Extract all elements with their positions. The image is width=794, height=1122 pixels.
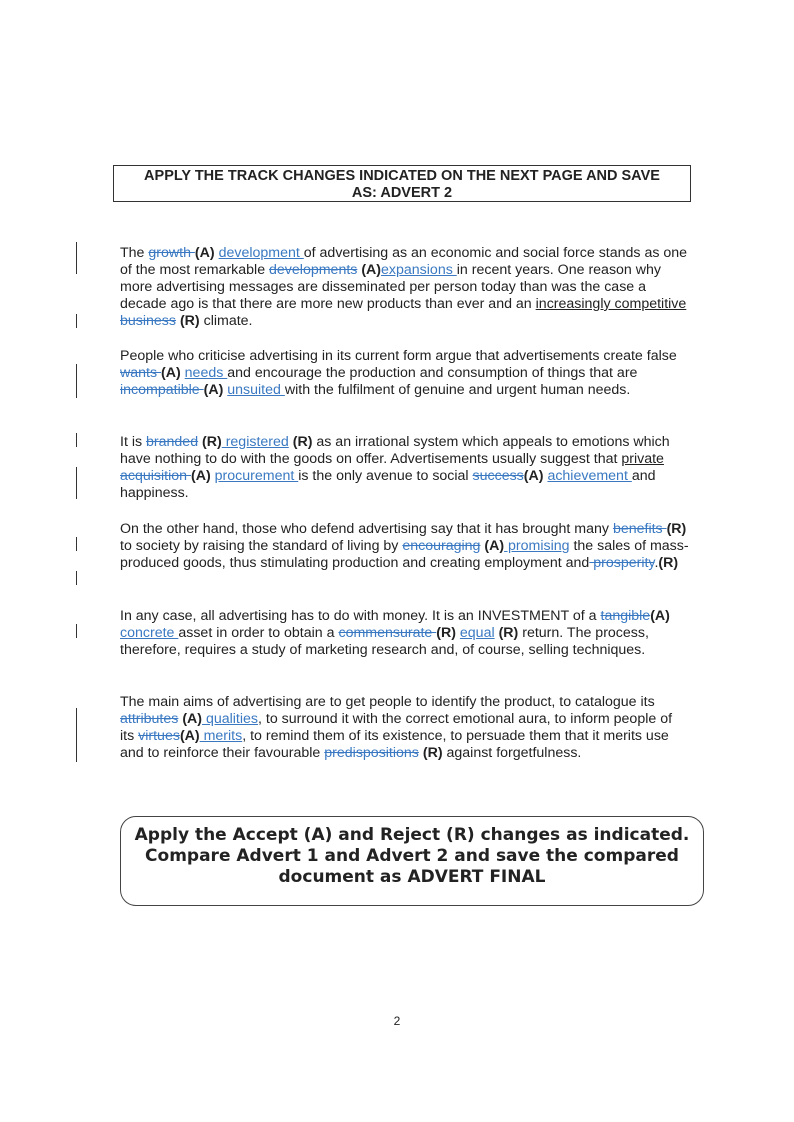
text-run: the sales of mass-produced goods, thus stimulating production and creating employment and [120, 538, 689, 571]
paragraph-2 [120, 348, 690, 399]
inserted-text: registered [221, 434, 289, 450]
text-run: and encourage the production and consumption of things that are [227, 365, 638, 381]
footer-line-3: document as ADVERT FINAL [278, 867, 546, 887]
text-run: and happiness. [120, 468, 656, 501]
paragraph-5 [120, 608, 690, 659]
text-run: (R) [202, 434, 222, 450]
text-run: In any case, all advertising has to do with money. It is an INVESTMENT of a [120, 608, 601, 624]
deleted-text: encouraging [402, 538, 481, 554]
text-run: (R) [179, 313, 200, 329]
text-run: (A) [523, 468, 544, 484]
text-run: (A) [361, 262, 382, 278]
inserted-text: development [218, 245, 304, 261]
text-run: (R) [666, 521, 687, 537]
deleted-text: incompatible [120, 382, 204, 398]
text-run: to society by raising the standard of living by [120, 538, 403, 554]
text-run: as an irrational system which appeals to emotions which have nothing to do with the goods on offer. Advertisements usually suggest that [120, 434, 670, 467]
paragraph-1 [120, 245, 690, 330]
text-run: (R) [422, 745, 443, 761]
text-run: (R) [292, 434, 313, 450]
change-bar [76, 364, 77, 398]
inserted-text: merits [199, 728, 243, 744]
text-run: (A) [203, 382, 224, 398]
underlined-text: increasingly competitive [535, 296, 687, 312]
deleted-text: developments [269, 262, 358, 278]
text-run: The [120, 245, 149, 261]
change-bar [76, 537, 77, 551]
change-bar [76, 467, 77, 499]
text-run: , to surround it with the correct emotional aura, to inform people of its [120, 711, 673, 744]
text-run: (R) [658, 555, 679, 571]
deleted-text: acquisition [120, 468, 191, 484]
text-run: (R) [498, 625, 519, 641]
text-run: against forgetfulness. [442, 745, 582, 761]
change-bar [76, 314, 77, 328]
text-run: (A) [179, 728, 200, 744]
inserted-text: equal [459, 625, 495, 641]
inserted-text: expansions [381, 262, 457, 278]
deleted-text: tangible [600, 608, 651, 624]
text-run: (A) [484, 538, 505, 554]
deleted-text: growth [148, 245, 195, 261]
change-bar [76, 624, 77, 638]
inserted-text: concrete [120, 625, 179, 641]
deleted-text: predispositions [324, 745, 419, 761]
text-run: People who criticise advertising in its current form argue that advertisements create false [120, 348, 677, 364]
paragraph-4 [120, 521, 690, 572]
deleted-text: branded [146, 434, 199, 450]
deleted-text: attributes [120, 711, 179, 727]
header-line-1: APPLY THE TRACK CHANGES INDICATED ON THE NEXT PAGE AND SAVE [144, 168, 660, 184]
text-run: It is [120, 434, 147, 450]
text-run: (A) [161, 365, 181, 381]
text-run: On the other hand, those who defend advertising say that it has brought many [120, 521, 613, 537]
change-bar [76, 433, 77, 447]
text-run: is the only avenue to social [298, 468, 473, 484]
deleted-text: prosperity [589, 555, 655, 571]
inserted-text: procurement [214, 468, 299, 484]
deleted-text: wants [120, 365, 162, 381]
text-run: (R) [436, 625, 456, 641]
inserted-text: promising [504, 538, 570, 554]
text-run: , to remind them of its existence, to persuade them that it merits use and to reinforce their favourable [120, 728, 669, 761]
header-line-2: AS: ADVERT 2 [351, 185, 453, 201]
text-run: with the fulfilment of genuine and urgent human needs. [284, 382, 631, 398]
change-bar [76, 708, 77, 762]
text-run: asset in order to obtain a [178, 625, 339, 641]
text-run: in recent years. One reason why more advertising messages are disseminated per person today than was the case a decade ago is that there are more new products than ever and an [120, 262, 661, 312]
instruction-footer [120, 816, 704, 906]
text-run: . [654, 555, 659, 571]
text-run: The main aims of advertising are to get people to identify the product, to catalogue its [120, 694, 655, 710]
inserted-text: qualities [202, 711, 259, 727]
deleted-text: commensurate [338, 625, 437, 641]
deleted-text: virtues [138, 728, 180, 744]
paragraph-6 [120, 694, 690, 762]
footer-line-1: Apply the Accept (A) and Reject (R) changes as indicated. [134, 825, 690, 845]
paragraph-3 [120, 434, 690, 502]
change-bar [76, 571, 77, 585]
underlined-text: private [621, 451, 664, 467]
instruction-header [113, 165, 691, 202]
text-run: (A) [182, 711, 203, 727]
footer-line-2: Compare Advert 1 and Advert 2 and save the compared [145, 846, 679, 866]
deleted-text: business [120, 313, 176, 329]
change-bar [76, 242, 77, 274]
inserted-text: needs [184, 365, 228, 381]
inserted-text: unsuited [227, 382, 285, 398]
text-run: (A) [194, 245, 215, 261]
page-number: 2 [393, 1014, 401, 1028]
text-run: (A) [190, 468, 211, 484]
text-run: return. The process, therefore, requires a study of marketing research and, of course, selling techniques. [120, 625, 649, 658]
text-run: (A) [650, 608, 670, 624]
deleted-text: benefits [612, 521, 667, 537]
deleted-text: success [472, 468, 524, 484]
inserted-text: achievement [547, 468, 632, 484]
text-run: climate. [199, 313, 253, 329]
text-run: of advertising as an economic and social force stands as one of the most remarkable [120, 245, 688, 278]
